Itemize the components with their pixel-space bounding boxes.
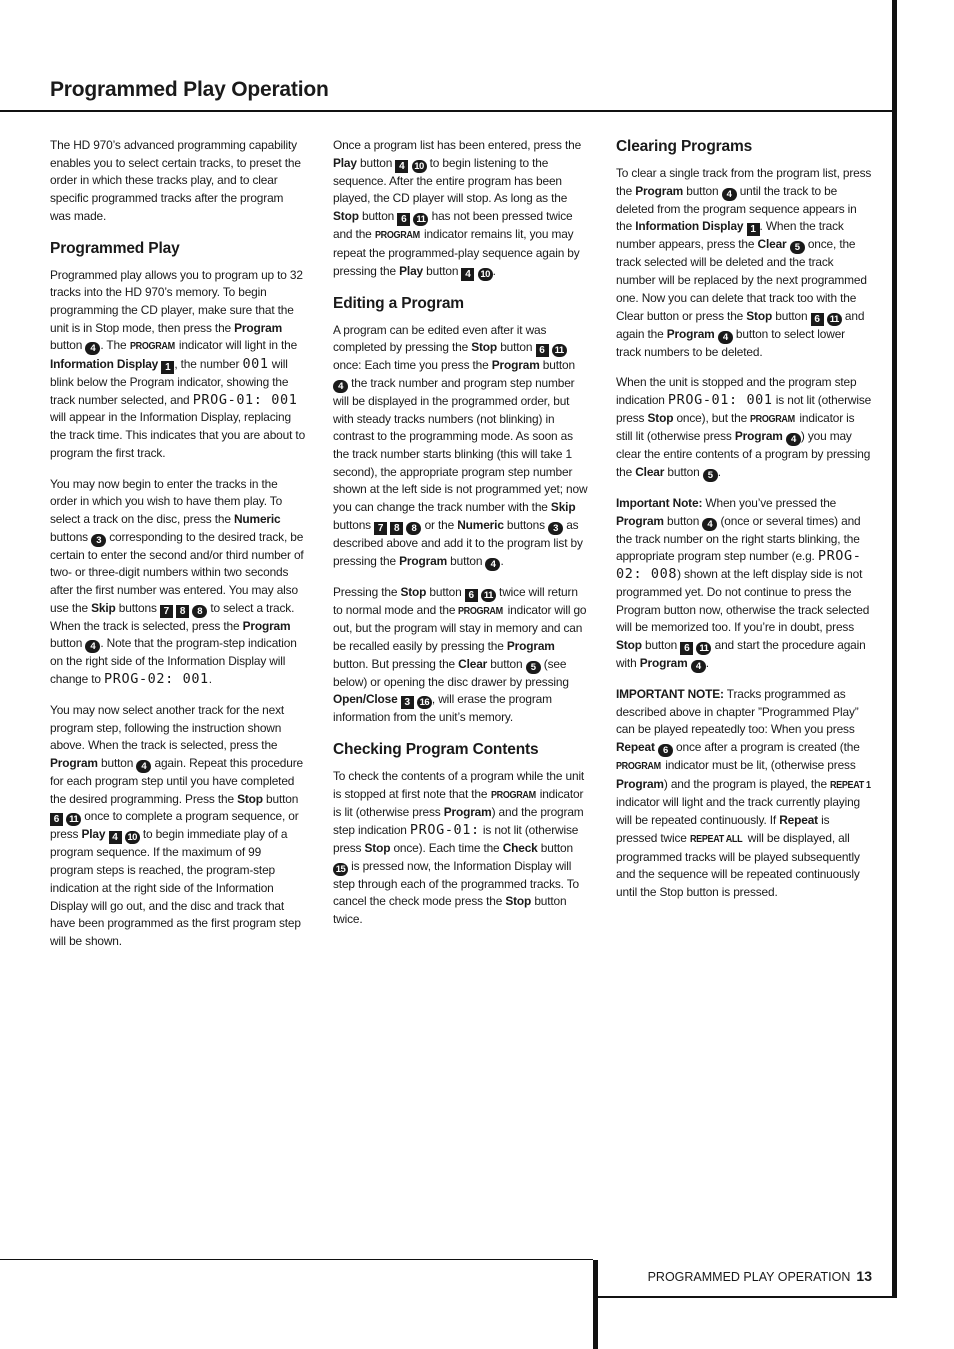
callout-icon: 11 (827, 313, 842, 326)
callout-icon: 10 (125, 831, 140, 844)
callout-icon: 6 (465, 589, 478, 602)
footer-box-rule (593, 1296, 897, 1298)
heading-programmed-play: Programmed Play (50, 239, 180, 257)
callout-icon: 4 (109, 831, 122, 844)
button-name: Skip (91, 600, 116, 615)
button-name: Program (506, 638, 555, 653)
button-name: Numeric (457, 517, 504, 532)
callout-icon: 3 (91, 534, 106, 547)
callout-icon: 4 (333, 380, 348, 393)
button-name: Numeric (233, 511, 281, 526)
callout-icon: 8 (176, 605, 189, 618)
button-name: Program (635, 183, 684, 198)
button-name: Play (333, 155, 357, 170)
callout-icon: 7 (374, 522, 387, 535)
page-number: 13 (856, 1268, 872, 1284)
callout-icon: 4 (85, 342, 100, 355)
callout-icon: 16 (417, 696, 432, 709)
button-name: Important Note: (616, 496, 703, 511)
button-name: Clear (458, 656, 488, 671)
paragraph: Once a program list has been entered, press the Play button 4 10 to begin listening to the sequence. After the entire program has been played, the CD player will stop. As long as the Stop button 6 11 has not been pressed twice and the PROGRAM indicator remains lit, you may repeat the programmed-play sequence again by pressing the Play button 4 10 . (333, 138, 582, 280)
column-1 (50, 137, 306, 964)
callout-icon: 11 (66, 813, 81, 826)
callout-icon: 15 (333, 863, 348, 876)
button-name: Stop (471, 340, 498, 355)
lcd-readout: PROG-01: (409, 822, 480, 839)
indicator-label: REPEAT 1 (830, 778, 871, 791)
callout-icon: 1 (161, 361, 174, 374)
button-name: Skip (550, 500, 576, 515)
button-name: Stop (364, 840, 391, 855)
button-name: Program (399, 553, 447, 568)
callout-icon: 5 (526, 661, 541, 674)
paragraph: To clear a single track from the program list, press the Program button 4 until the track to be deleted from the program sequence appears in the Information Display 1 . When the track number appears, press the Clear 5 once, the track selected will be deleted and the track number will be replaced by the next programmed one. Now you can delete that track too with the Clear button or press the Stop button 6 11 and again the Program 4 button to select lower track numbers to be deleted. (616, 166, 872, 359)
button-name: Program (616, 513, 664, 528)
page-title: Programmed Play Operation (50, 78, 329, 101)
indicator-label: REPEAT ALL (689, 832, 743, 845)
right-margin-bar-bottom (593, 1260, 598, 1349)
lcd-readout: PROG-01: 001 (667, 391, 773, 408)
callout-icon: 6 (50, 813, 63, 826)
callout-icon: 4 (702, 518, 717, 531)
button-name: Play (81, 827, 106, 842)
paragraph: When the unit is stopped and the program step indication PROG-01: 001 is not lit (otherwise press Stop once), but the PROGRAM indicator is still lit (otherwise press Program 4 ) you may clear the entire contents of a program by pressing the Clear button 5 . (616, 375, 872, 482)
callout-icon: 5 (790, 241, 805, 254)
callout-icon: 8 (406, 522, 421, 535)
footer-label: PROGRAMMED PLAY OPERATION (647, 1270, 851, 1284)
callout-icon: 3 (401, 696, 414, 709)
heading-clearing: Clearing Programs (616, 138, 753, 155)
page-footer (648, 1268, 872, 1284)
callout-icon: 6 (811, 313, 824, 326)
heading-checking: Checking Program Contents (333, 741, 539, 759)
callout-icon: 7 (160, 605, 173, 618)
callout-icon: 3 (548, 522, 563, 535)
indicator-label: PROGRAM (129, 340, 175, 353)
heading-editing: Editing a Program (333, 294, 464, 312)
button-name: Repeat (779, 813, 818, 828)
callout-icon: 11 (413, 213, 428, 226)
paragraph: You may now select another track for the next program step, following the instruction shown above. When the track is selected, press the Program button 4 again. Repeat this procedure for each program step until you have completed the desired programming. Press the Stop button 6 11 once to complete a program sequence, or press Play 4 10 to begin immediate play of a program sequence. If the maximum of 99 program steps is reached, the program-step indication at the right side of the Information Display will go out, and the disc and track that have been programmed as the first program step will be shown. (50, 702, 303, 948)
indicator-label: PROGRAM (374, 229, 420, 242)
indicator-label: PROGRAM (616, 760, 661, 773)
button-name: Stop (400, 584, 427, 599)
button-name: Stop (647, 410, 674, 425)
footer-rule (0, 1259, 593, 1260)
callout-icon: 10 (412, 160, 427, 173)
button-name: Stop (333, 209, 359, 224)
paragraph: Important Note: When you’ve pressed the Program button 4 (once or several times) and the track number on the right starts blinking, the appropriate program step number (e.g. PROG-02: 008) shown at the left display side is not programmed yet. Do not continue to press the Program button now, otherwise the track selected will be memorized too. If you’re in doubt, press Stop button 6 11 and start the procedure again with Program 4 . (616, 496, 870, 672)
button-name: Program (666, 326, 715, 341)
callout-icon: 4 (461, 268, 474, 281)
callout-icon: 6 (680, 642, 693, 655)
paragraph: You may now begin to enter the tracks in the order in which you wish to have them play. To select a track on the disc, press the Numeric buttons 3 corresponding to the desired track, be certain to enter the second and/or third number of two- or three-digit numbers within two seconds after the first number was entered. You may also use the Skip buttons 7 8 8 to select a track. When the track is selected, press the Program button 4 . Note that the program-step indication on the right side of the Information Display will change to PROG-02: 001. (50, 476, 304, 688)
button-name: Program (734, 429, 783, 444)
callout-icon: 4 (786, 433, 801, 446)
right-margin-bar-top (892, 0, 897, 1298)
paragraph: Pressing the Stop button 6 11 twice will return to normal mode and the PROGRAM indicator will go out, but the program will stay in memory and can be recalled easily by pressing the Program button. But pressing the Clear button 5 (see below) or opening the disc drawer by pressing Open/Close 3 16 , will erase the program information from the unit’s memory. (333, 584, 587, 725)
lcd-readout: PROG-02: 008 (616, 548, 862, 583)
button-name: Program (443, 805, 492, 820)
indicator-label: PROGRAM (458, 604, 504, 617)
button-name: Program (639, 655, 688, 670)
button-name: Stop (505, 894, 532, 909)
button-name: Check (502, 840, 538, 855)
lcd-readout: PROG-01: 001 (192, 391, 298, 408)
callout-icon: 4 (722, 188, 737, 201)
button-name: Stop (616, 637, 642, 652)
callout-icon: 1 (747, 223, 760, 236)
paragraph: A program can be edited even after it was completed by pressing the Stop button 6 11 once: Each time you press the Program button 4 the track number and program step number will be displayed in the programmed order, but with steady tracks numbers (not blinking) in contrast to the programming mode. As soon as the track number starts blinking (this will take 1 second), the appropriate program step number shown at the left side is not programmed yet; now you can change the track number with the Skip buttons 7 8 8 or the Numeric buttons 3 as described above and add it to the program list by pressing the Program button 4 . (333, 322, 588, 570)
callout-icon: 6 (536, 344, 549, 357)
column-3 (616, 137, 872, 915)
paragraph: IMPORTANT NOTE: Tracks programmed as described above in chapter ”Programmed Play” can be played repeatedly too: When you press Repeat 6 once after a program is created (the PROGRAM indicator must be lit, (otherwise press Program) and the program is played, the REPEAT 1 indicator will light and the track currently playing will be repeated continuously. If Repeat is pressed twice REPEAT ALL will be displayed, all programmed tracks will be played subsequently and the sequence will be repeated continuously until the Stop button is pressed. (616, 686, 871, 899)
intro-paragraph: The HD 970’s advanced programming capability enables you to select certain tracks, to preset the order in which these tracks play, and to clear specific programmed tracks after the program was made. (50, 138, 301, 223)
column-2 (333, 137, 589, 942)
callout-icon: 4 (85, 640, 100, 653)
callout-icon: 8 (390, 522, 403, 535)
button-name: Stop (237, 791, 263, 806)
callout-icon: 5 (703, 469, 718, 482)
paragraph: To check the contents of a program while the unit is stopped at first note that the PROGRAM indicator is lit (otherwise press Program) and the program step indication PROG-01: is not lit (otherwise press Stop once). Each time the Check button 15 is pressed now, the Information Display will step through each of the programmed tracks. To cancel the check mode press the Stop button twice. (333, 769, 585, 926)
button-name: Open/Close (333, 692, 398, 707)
button-name: Clear (635, 465, 665, 480)
button-name: IMPORTANT NOTE: (616, 686, 724, 701)
indicator-label: PROGRAM (750, 412, 795, 425)
callout-icon: 6 (658, 744, 673, 757)
button-name: Repeat (616, 740, 655, 755)
button-name: Program (234, 320, 283, 335)
callout-icon: 6 (397, 213, 410, 226)
callout-icon: 4 (136, 760, 151, 773)
callout-icon: 4 (718, 331, 733, 344)
callout-icon: 10 (478, 268, 493, 281)
button-name: Program (242, 618, 291, 633)
lcd-readout: 001 (242, 356, 269, 373)
header-rule (0, 110, 892, 112)
button-name: Program (616, 776, 664, 791)
lcd-readout: PROG-02: 001 (104, 671, 209, 688)
callout-icon: 8 (192, 605, 207, 618)
callout-icon: 4 (485, 558, 500, 571)
button-name: Information Display (50, 357, 159, 372)
button-name: Program (491, 358, 540, 373)
button-name: Stop (746, 308, 773, 323)
indicator-label: PROGRAM (490, 788, 536, 801)
callout-icon: 11 (552, 344, 567, 357)
paragraph: Programmed play allows you to program up to 32 tracks into the HD 970’s memory. To begin programming the CD player, make sure that the unit is in Stop mode, then press the Program button 4 . The PROGRAM indicator will light in the Information Display 1 , the number 001 will blink below the Program indicator, showing the track number selected, and PROG-01: 001 will appear in the Information Display, replacing the track time. This indicates that you are about to program the first track. (50, 267, 306, 460)
callout-icon: 11 (481, 589, 496, 602)
button-name: Program (50, 755, 98, 770)
button-name: Play (399, 263, 424, 278)
button-name: Clear (757, 237, 787, 252)
callout-icon: 11 (696, 642, 711, 655)
callout-icon: 4 (691, 660, 706, 673)
callout-icon: 4 (395, 160, 408, 173)
button-name: Information Display (635, 219, 744, 234)
